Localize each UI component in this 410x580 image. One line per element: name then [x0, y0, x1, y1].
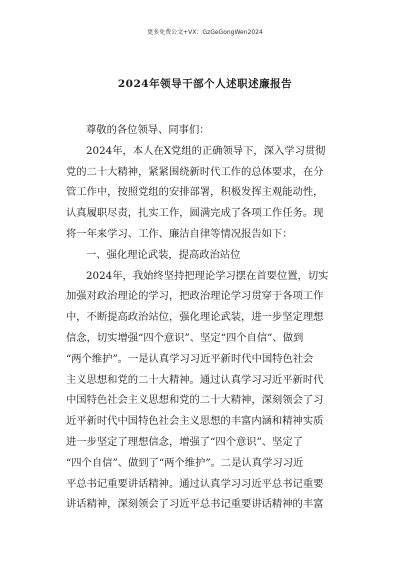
body-line: 认真履职尽责，扎实工作，圆满完成了各项工作任务。现 [66, 207, 324, 220]
body-line: 进一步坚定了理想信念，增强了“四个意识”、坚定了 [66, 435, 304, 448]
body-line: 中，不断提高政治站位，强化理论武装，进一步坚定理想 [66, 311, 324, 324]
body-line: “两个维护”。一是认真学习习近平新时代中国特色社会 [66, 352, 314, 365]
body-line: 平总书记重要讲话精神。通过认真学习习近平总书记重要 [66, 477, 324, 490]
header-note: 更多免费公文+VX：GzGeGongWen2024 [147, 29, 263, 36]
body-line: 2024年，我始终坚持把理论学习摆在首要位置，切实 [86, 269, 329, 282]
document-title: 2024年领导干部个人述职述廉报告 [117, 78, 293, 90]
body-line: 2024年，本人在X党组的正确领导下，深入学习贯彻 [86, 144, 326, 157]
body-line: 主义思想和党的二十大精神。通过认真学习习近平新时代 [66, 373, 324, 386]
document-body [66, 120, 352, 515]
body-line: 将一年来学习、工作、廉洁自律等情况报告如下： [66, 227, 293, 240]
body-line: 信念，切实增强“四个意识”、坚定“四个自信”、做到 [66, 331, 304, 344]
body-line: 讲话精神，深刻领会了习近平总书记重要讲话精神的丰富 [66, 498, 324, 511]
body-line: 中国特色社会主义思想和党的二十大精神，深刻领会了习 [66, 394, 324, 407]
body-line: 一、强化理论武装，提高政治站位 [86, 248, 241, 261]
body-line: 管工作中，按照党组的安排部署，积极发挥主观能动性， [66, 186, 324, 199]
body-line: 加强对政治理论的学习，把政治理论学习贯穿于各项工作 [66, 290, 324, 303]
body-line: “四个自信”、做到了“两个维护”。二是认真学习习近 [66, 456, 304, 469]
body-line: 党的二十大精神，紧紧围绕新时代工作的总体要求，在分 [66, 165, 324, 178]
body-line: 尊敬的各位领导、同事们： [86, 124, 210, 136]
body-line: 近平新时代中国特色社会主义思想的丰富内涵和精神实质 [66, 415, 324, 428]
